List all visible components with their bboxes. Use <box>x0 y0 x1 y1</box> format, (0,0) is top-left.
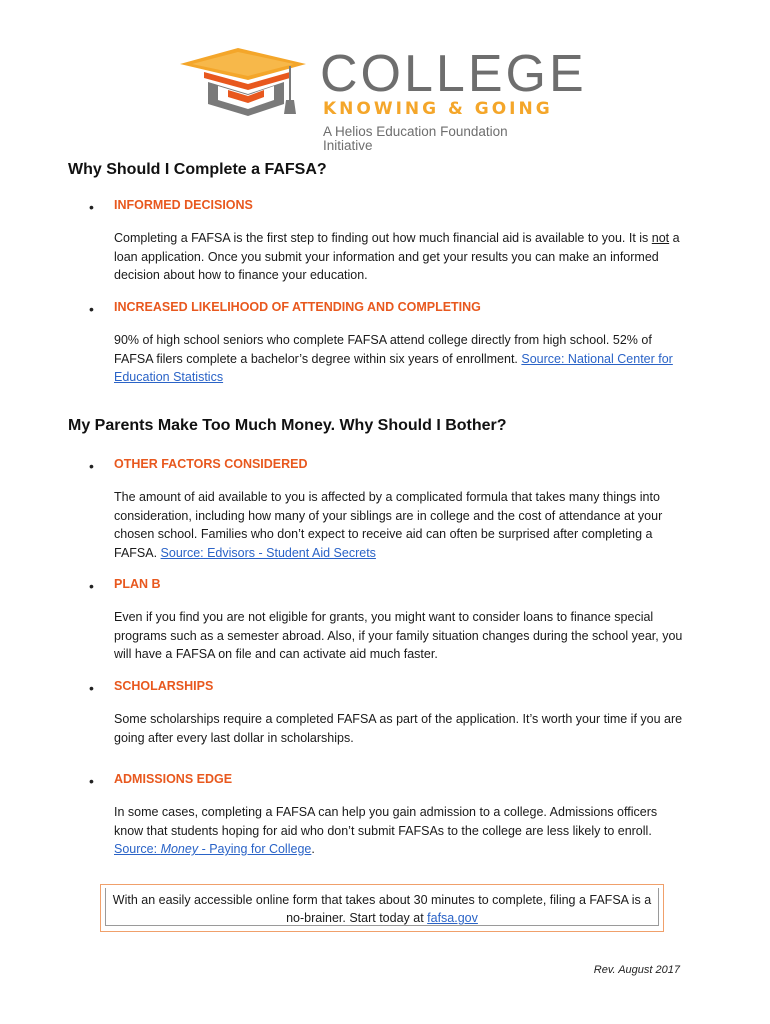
item-heading-informed-decisions: INFORMED DECISIONS <box>114 198 253 212</box>
bullet-icon <box>89 463 97 471</box>
section-heading-parents-money: My Parents Make Too Much Money. Why Should I Bother? <box>68 417 507 434</box>
callout-text: With an easily accessible online form that takes about 30 minutes to complete, filing a FAFSA is a no-brainer. Start today at fafsa.gov <box>112 893 652 925</box>
paragraph-scholarships: Some scholarships require a completed FAFSA as part of the application. It’s worth your time if you are going after every last dollar in scholarships. <box>114 712 683 745</box>
item-heading-other-factors: OTHER FACTORS CONSIDERED <box>114 457 308 471</box>
bullet-icon <box>89 306 97 314</box>
section-heading-why-fafsa: Why Should I Complete a FAFSA? <box>68 161 327 178</box>
logo-subtitle: KNOWING & GOING <box>323 99 553 119</box>
emphasis-not: not <box>651 231 670 245</box>
item-heading-scholarships: SCHOLARSHIPS <box>114 679 214 693</box>
bullet-icon <box>89 778 97 786</box>
paragraph-informed-decisions: Completing a FAFSA is the first step to finding out how much financial aid is available to you. It is not a loan application. Once you submit your information and get your results you can make an informed decision about how to finance your education. <box>114 231 680 282</box>
bullet-icon <box>89 583 97 591</box>
logo-tagline: A Helios Education Foundation Initiative <box>323 124 508 153</box>
paragraph-other-factors: The amount of aid available to you is affected by a complicated formula that takes many things into consideration, including how many of your siblings are in college and the cost of attendance at your chosen school. Families who don’t expect to receive aid can often be surprised after completing a FAFSA. Source: Edvisors - Student Aid Secrets <box>114 490 663 560</box>
paragraph-admissions-edge: In some cases, completing a FAFSA can help you gain admission to a college. Admissions officers know that students hoping for aid who don’t submit FAFSAs to the college are less likely to enroll. Source: Money - Paying for College. <box>114 805 658 856</box>
paragraph-increased-likelihood: 90% of high school seniors who complete FAFSA attend college directly from high school. 52% of FAFSA filers complete a bachelor’s degree within six years of enrollment. Source: National Center for Education Statistics <box>114 333 673 384</box>
link-money-source[interactable]: Source: Money - Paying for College <box>114 842 312 856</box>
item-heading-plan-b: PLAN B <box>114 577 161 591</box>
revision-date: Rev. August 2017 <box>593 964 680 976</box>
bullet-icon <box>89 204 97 212</box>
bullet-icon <box>89 685 97 693</box>
item-heading-increased-likelihood: INCREASED LIKELIHOOD OF ATTENDING AND COMPLETING <box>114 300 481 314</box>
link-edvisors-source[interactable]: Source: Edvisors - Student Aid Secrets <box>160 545 376 560</box>
item-heading-admissions-edge: ADMISSIONS EDGE <box>114 772 233 786</box>
callout-box <box>100 884 664 932</box>
link-fafsa-gov[interactable]: fafsa.gov <box>427 911 478 925</box>
logo-title: COLLEGE <box>320 45 587 103</box>
paragraph-plan-b: Even if you find you are not eligible for grants, you might want to consider loans to finance special programs such as a semester abroad. Also, if your family situation changes during the school year, you will have a FAFSA on file and can activate aid much faster. <box>114 610 683 661</box>
college-knowing-going-logo <box>178 42 587 153</box>
link-nces-source[interactable]: Source: National Center for Education Statistics <box>114 351 673 384</box>
graduation-cap-icon <box>178 42 318 122</box>
